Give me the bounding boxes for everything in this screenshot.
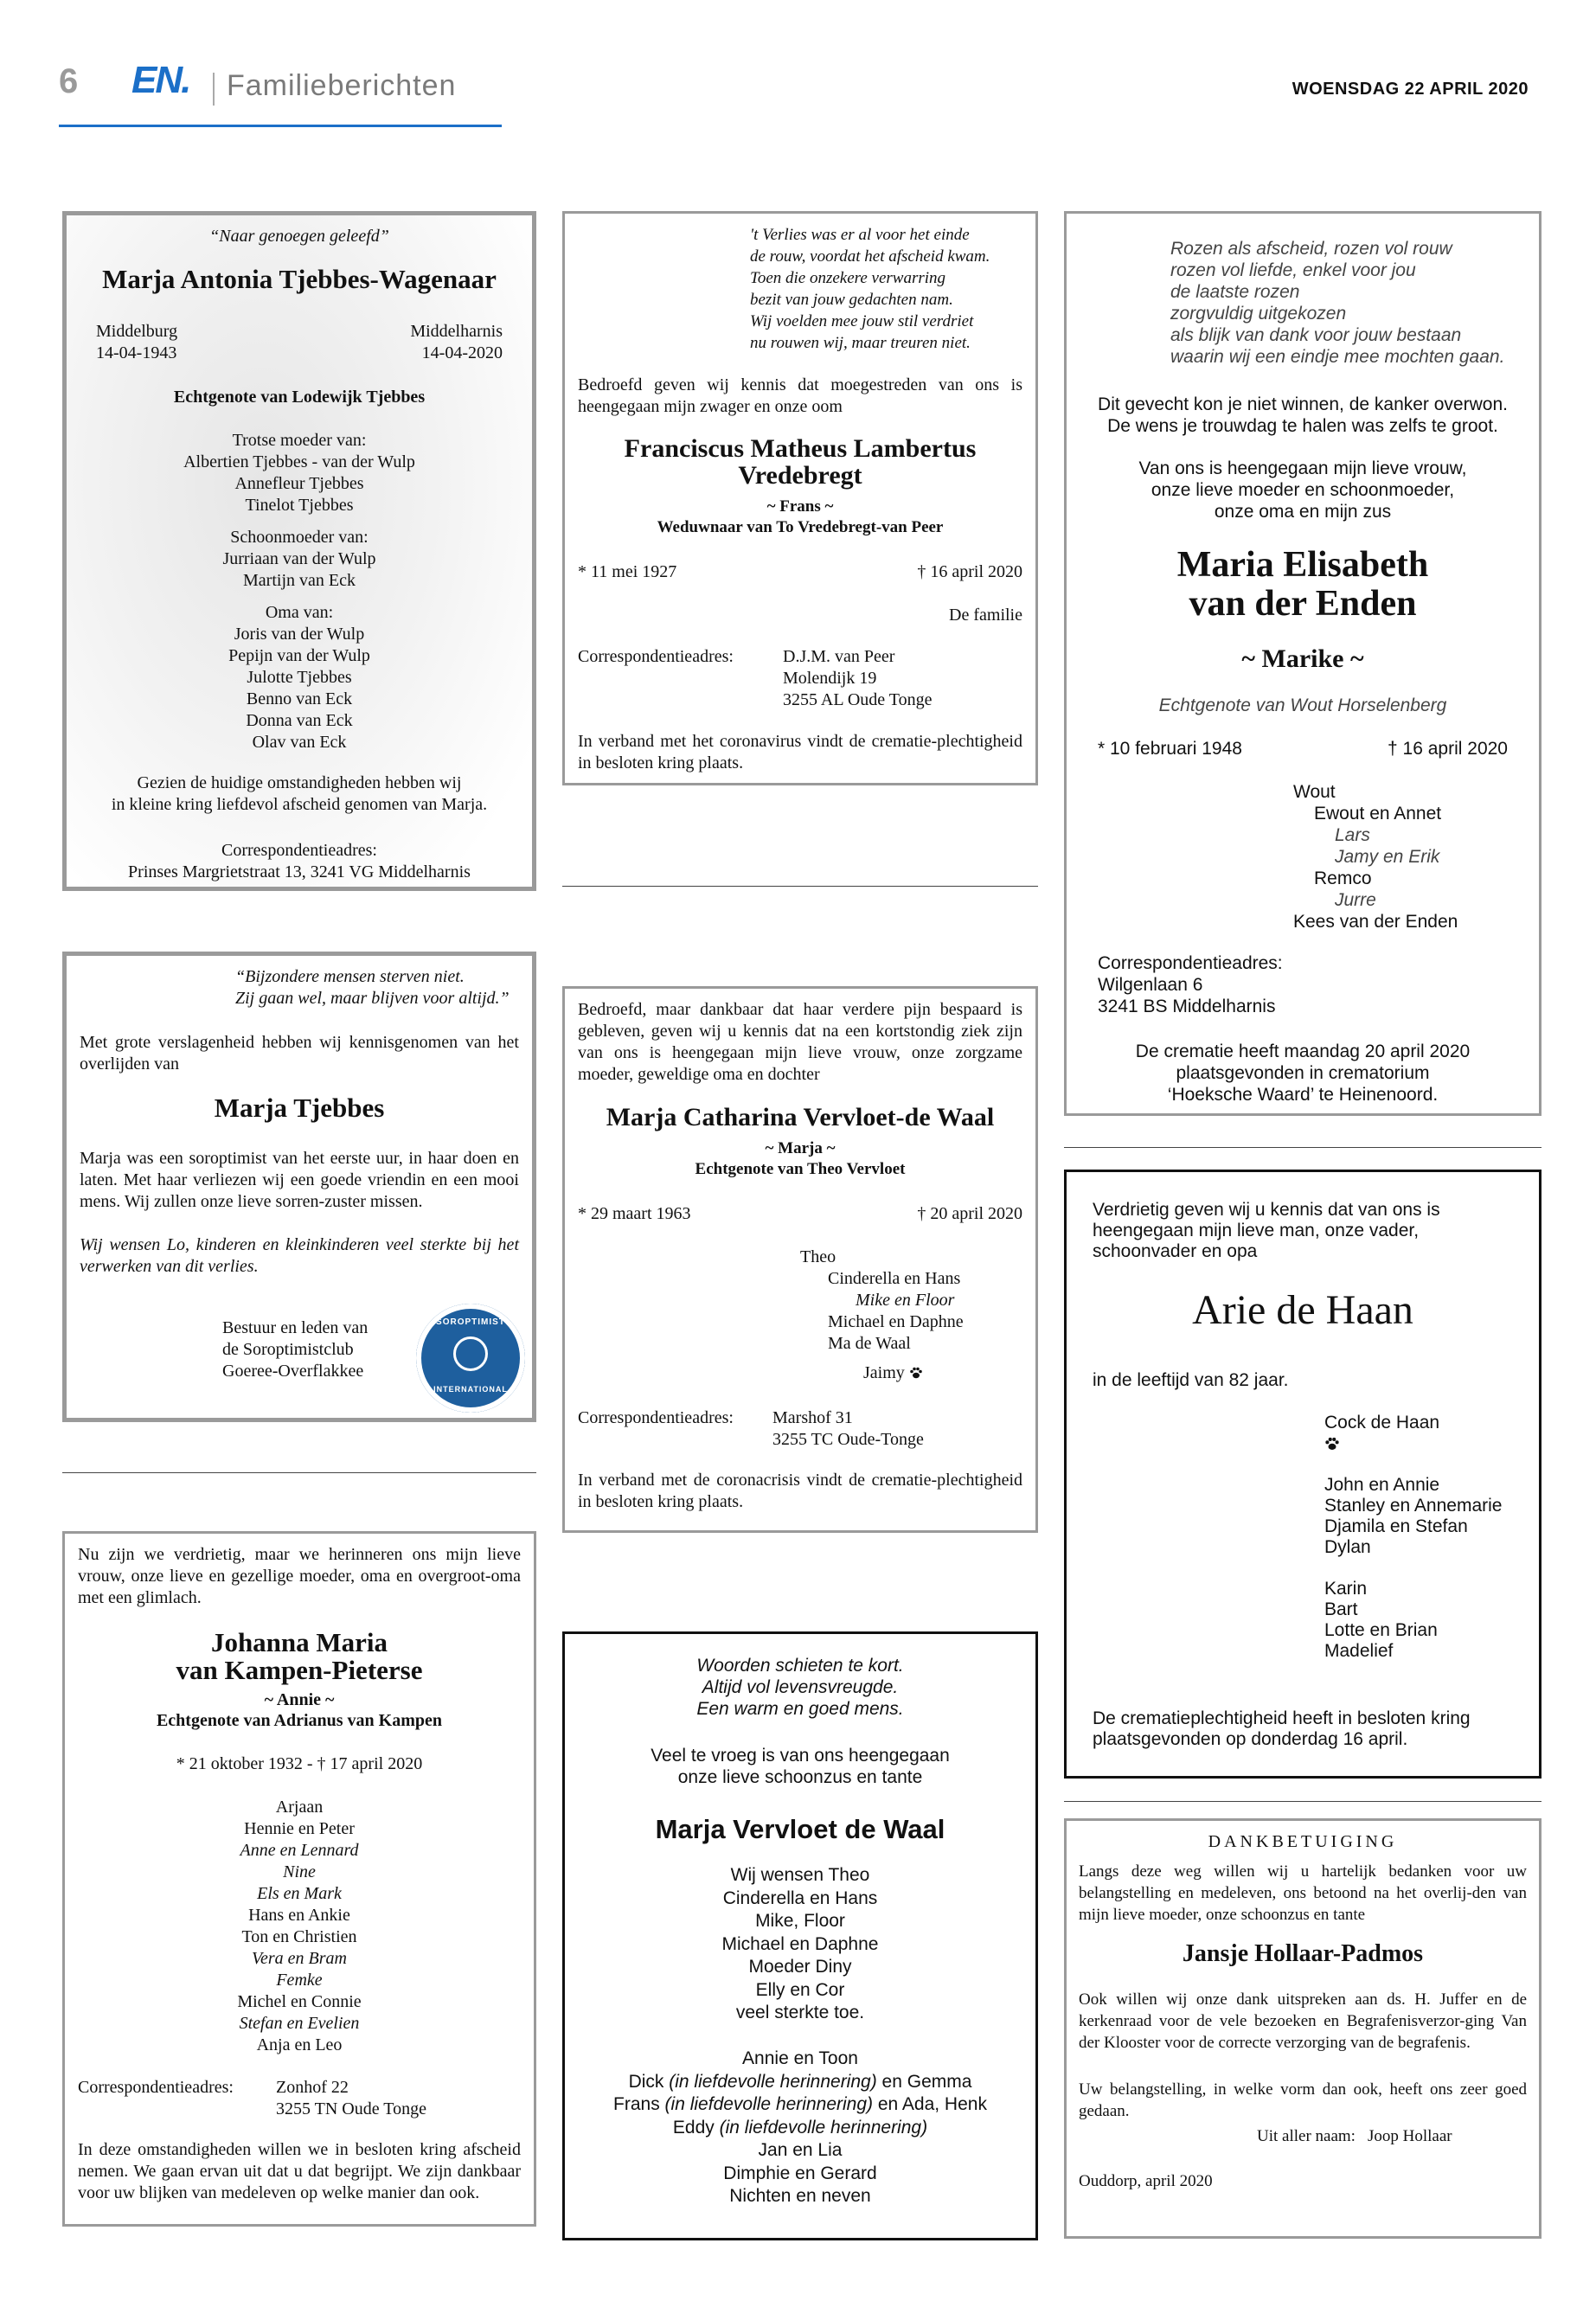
column-divider bbox=[1064, 1147, 1542, 1148]
intro-text: Van ons is heengegaan mijn lieve vrouw, onze lieve moeder en schoonmoeder, onze oma en mijn zus bbox=[1138, 458, 1467, 522]
notice-marja-antonia-tjebbes-wagenaar bbox=[62, 211, 536, 891]
family-list: Wout Ewout en Annet Lars Jamy en Erik Remco Jurre Kees van der Enden bbox=[1293, 782, 1458, 932]
wish-list: Wij wensen Theo Cinderella en Hans Mike, Floor Michael en Daphne Moeder Diny Elly en Cor veel sterkte toe. bbox=[721, 1865, 879, 2022]
intro-text: Langs deze weg willen wij u hartelijk bedanken voor uw belangstelling en medeleven, ons betoond na het overlij-den van mijn lieve moeder, onze schoonzus en tante bbox=[1079, 1862, 1527, 1924]
intro-text: Bedroefd geven wij kennis dat moegestreden van ons is heengegaan mijn zwager en onze oom bbox=[578, 375, 1022, 416]
column-divider bbox=[62, 1472, 536, 1473]
issue-date: WOENSDAG 22 APRIL 2020 bbox=[1292, 80, 1529, 99]
place-date: Ouddorp, april 2020 bbox=[1079, 2172, 1213, 2190]
signature: De familie bbox=[949, 606, 1022, 625]
body-text: Marja was een soroptimist van het eerste uur, in haar doen en laten. Met haar verliezen wij een goede vriendin en een mooi mens. Wij zullen onze lieve sorren-zuster missen. bbox=[80, 1149, 519, 1211]
deceased-name: Maria Elisabeth van der Enden bbox=[1176, 545, 1429, 624]
notice-johanna-maria-van-kampen-pieterse: Nu zijn we verdrietig, maar we herinneren ons mijn lieve vrouw, onze lieve en gezellige moeder, oma en overgroot-oma met een glimlach. Johanna Maria van Kampen-Pieterse ~ Annie ~ Echtgenote van Adrianus van Kampen * 21 oktober 1932 - † 17 april 2020 Arjaan Hennie en Peter Anne en Lennard Nine Els en Mark Hans en Ankie Ton en Christien Vera en Bram Femke Michel en Connie Stefan en Evelien Anja en Leo Correspondentieadres: Zonhof 22 3255 TN Oude Tonge In deze omstandigheden willen we in besloten kring afscheid nemen. We gaan ervan uit dat u dat begrijpt. We zijn dankbaar voor uw blijken van medeleven op welke manier dan ook. bbox=[62, 1531, 536, 2227]
body-text-2: Uw belangstelling, in welke vorm dan ook, heeft ons zeer goed gedaan. bbox=[1079, 2080, 1527, 2120]
paw-icon bbox=[1324, 1433, 1502, 1454]
signoff: Uit aller naam: Joop Hollaar bbox=[1257, 2127, 1452, 2145]
poem: 't Verlies was er al voor het einde de rouw, voordat het afscheid kwam. Toen die onzekere verwarring bezit van jouw gedachten nam. Wij voelden mee jouw stil verdriet nu rouwen wij, maar treuren niet. bbox=[750, 226, 990, 352]
closing-text: In verband met het coronavirus vindt de crematie-plechtigheid in besloten kring plaats. bbox=[578, 732, 1022, 772]
signatures: Annie en Toon Dick (in liefdevolle herinnering) en Gemma Frans (in liefdevolle herinnering) en Ada, Henk Eddy (in liefdevolle herinnering) Jan en Lia Dimphie en Gerard Nichten en neven bbox=[613, 2048, 987, 2206]
age-line: in de leeftijd van 82 jaar. bbox=[1093, 1370, 1289, 1390]
paw-icon bbox=[909, 1364, 923, 1378]
spouse-line: Echtgenote van Lodewijk Tjebbes bbox=[173, 388, 426, 407]
header-divider bbox=[213, 73, 215, 106]
deceased-name: Jansje Hollaar-Padmos bbox=[1182, 1940, 1424, 1967]
soroptimist-logo: SOROPTIMIST INTERNATIONAL bbox=[416, 1304, 525, 1413]
deceased-name: Marja Vervloet de Waal bbox=[655, 1814, 945, 1844]
birth-date: * 11 mei 1927 bbox=[578, 562, 677, 581]
deceased-name: Marja Antonia Tjebbes-Wagenaar bbox=[102, 264, 497, 294]
intro-text: Verdrietig geven wij u kennis dat van ons is heengegaan mijn lieve man, onze vader, schoonvader en opa bbox=[1093, 1200, 1440, 1261]
family-list: Trotse moeder van: Albertien Tjebbes - van der Wulp Annefleur Tjebbes Tinelot Tjebbes Schoonmoeder van: Jurriaan van der Wulp Martijn van Eck Oma van: Joris van der Wulp Pepijn van der Wulp Julotte Tjebbes Benno van Eck Donna van Eck Olav van Eck bbox=[183, 431, 415, 752]
correspondence-label: Correspondentieadres: bbox=[578, 1408, 734, 1427]
wish-text: Wij wensen Lo, kinderen en kleinkinderen veel sterkte bij het verwerken van dit verlies. bbox=[80, 1235, 519, 1276]
correspondence: Correspondentieadres: bbox=[78, 2078, 234, 2097]
nickname: ~ Frans ~ bbox=[766, 497, 834, 516]
closing-text: In deze omstandigheden willen we in besloten kring afscheid nemen. We gaan ervan uit dat u dat begrijpt. We zijn dankbaar voor uw blijken van medeleven op welke manier dan ook. bbox=[78, 2140, 521, 2202]
column-divider bbox=[1064, 1801, 1542, 1802]
correspondence-address: D.J.M. van Peer Molendijk 19 3255 AL Oude Tonge bbox=[783, 647, 933, 709]
correspondence: Correspondentieadres: Wilgenlaan 6 3241 BS Middelharnis bbox=[1098, 953, 1283, 1016]
newspaper-logo: EN. bbox=[131, 59, 190, 101]
intro-text: Bedroefd, maar dankbaar dat haar verdere pijn bespaard is gebleven, geven wij u kennis dat na een kortstondig ziek zijn van ons is heengegaan mijn lieve vrouw, onze zorgzame moeder, geweldige oma en dochter bbox=[578, 1000, 1022, 1084]
header-accent-line bbox=[59, 125, 502, 127]
opening-quote: “Bijzondere mensen sterven niet. Zij gaan wel, maar blijven voor altijd.” bbox=[235, 967, 510, 1008]
birth-place: Middelburg bbox=[96, 322, 178, 341]
poem: Woorden schieten te kort. Altijd vol levensvreugde. Een warm en goed mens. bbox=[696, 1656, 904, 1719]
notice-marja-tjebbes-soroptimist bbox=[62, 952, 536, 1422]
life-dates: * 21 oktober 1932 - † 17 april 2020 bbox=[176, 1754, 423, 1773]
death-place: Middelharnis bbox=[410, 322, 503, 341]
birth-date: 14-04-1943 bbox=[96, 343, 177, 362]
spouse-line: Echtgenote van Adrianus van Kampen bbox=[156, 1711, 443, 1730]
deceased-name: Marja Catharina Vervloet-de Waal bbox=[606, 1103, 995, 1131]
notice-franciscus-vredebregt bbox=[562, 211, 1038, 785]
widower-line: Weduwnaar van To Vredebregt-van Peer bbox=[657, 518, 944, 536]
pet-line: Jaimy bbox=[863, 1362, 923, 1384]
intro-text: Veel te vroeg is van ons heengegaan onze lieve schoonzus en tante bbox=[651, 1746, 950, 1787]
death-date: † 16 april 2020 bbox=[917, 562, 1022, 581]
opening-quote: “Naar genoegen geleefd” bbox=[209, 227, 389, 246]
correspondence-label: Correspondentieadres: bbox=[578, 647, 734, 666]
closing-text: De crematieplechtigheid heeft in besloten kring plaatsgevonden op donderdag 16 april. bbox=[1093, 1708, 1471, 1749]
intro-text: Met grote verslagenheid hebben wij kennisgenomen van het overlijden van bbox=[80, 1033, 519, 1074]
deceased-name: Franciscus Matheus Lambertus Vredebregt bbox=[624, 434, 977, 490]
spouse-line: Echtgenote van Wout Horselenberg bbox=[1158, 695, 1447, 715]
death-date: † 20 april 2020 bbox=[917, 1204, 1022, 1223]
death-date: 14-04-2020 bbox=[421, 343, 503, 362]
family-list: Theo Cinderella en Hans Mike en Floor Michael en Daphne Ma de Waal bbox=[800, 1247, 964, 1353]
poem: Rozen als afscheid, rozen vol rouw rozen vol liefde, enkel voor jou de laatste rozen zorgvuldig uitgekozen als blijk van dank voor jouw bestaan waarin wij een eindje mee mochten gaan. bbox=[1170, 239, 1505, 367]
closing-text: In verband met de coronacrisis vindt de crematie-plechtigheid in besloten kring plaats. bbox=[578, 1471, 1022, 1511]
notice-maria-elisabeth-van-der-enden bbox=[1064, 211, 1542, 1116]
death-date: † 16 april 2020 bbox=[1388, 739, 1508, 759]
body-text: Ook willen wij onze dank uitspreken aan ds. H. Juffer en de kerkenraad voor de vele bezoeken en Begrafenisverzor-ging Van der Klooster voor de correcte verzorging van de begrafenis. bbox=[1079, 1990, 1527, 2052]
family-list: Cock de Haan John en Annie Stanley en Annemarie Djamila en Stefan Dylan Karin Bart Lotte en Brian Madelief bbox=[1324, 1413, 1503, 1661]
deceased-name: Arie de Haan bbox=[1192, 1287, 1413, 1333]
notice-marja-vervloet-de-waal-family bbox=[562, 1631, 1038, 2240]
page-number: 6 bbox=[59, 62, 79, 100]
birth-date: * 29 maart 1963 bbox=[578, 1204, 691, 1223]
spouse-line: Echtgenote van Theo Vervloet bbox=[695, 1160, 906, 1178]
deceased-name: Johanna Maria van Kampen-Pieterse bbox=[176, 1627, 423, 1685]
closing-text: De crematie heeft maandag 20 april 2020 plaatsgevonden in crematorium ‘Hoeksche Waard’ te Heinenoord. bbox=[1135, 1042, 1471, 1105]
nickname: ~ Marja ~ bbox=[765, 1139, 836, 1157]
closing-text: Gezien de huidige omstandigheden hebben wij in kleine kring liefdevol afscheid genomen van Marja. bbox=[111, 773, 488, 814]
fight-text: Dit gevecht kon je niet winnen, de kanker overwon. De wens je trouwdag te halen was zelfs te groot. bbox=[1098, 394, 1508, 436]
family-list: Arjaan Hennie en Peter Anne en Lennard Nine Els en Mark Hans en Ankie Ton en Christien Vera en Bram Femke Michel en Connie Stefan en Evelien Anja en Leo bbox=[237, 1798, 362, 2054]
column-divider bbox=[562, 886, 1038, 887]
notice-arie-de-haan bbox=[1064, 1170, 1542, 1779]
nickname: ~ Marike ~ bbox=[1241, 644, 1364, 673]
deceased-name: Marja Tjebbes bbox=[214, 1093, 385, 1123]
section-title: Familieberichten bbox=[227, 69, 457, 102]
correspondence: Correspondentieadres: Prinses Margrietstraat 13, 3241 VG Middelharnis bbox=[128, 841, 471, 881]
notice-marja-catharina-vervloet-de-waal bbox=[562, 986, 1038, 1533]
nickname: ~ Annie ~ bbox=[264, 1690, 335, 1709]
dankbetuiging-title: DANKBETUIGING bbox=[1208, 1832, 1398, 1851]
intro-text: Nu zijn we verdrietig, maar we herinneren ons mijn lieve vrouw, onze lieve en gezellige moeder, oma en overgroot-oma met een glimlach. bbox=[78, 1545, 521, 1607]
correspondence-address: Marshof 31 3255 TC Oude-Tonge bbox=[772, 1408, 924, 1449]
signature: Bestuur en leden van de Soroptimistclub Goeree-Overflakkee bbox=[222, 1318, 369, 1381]
birth-date: * 10 februari 1948 bbox=[1098, 739, 1242, 759]
dankbetuiging-jansje-hollaar-padmos bbox=[1064, 1818, 1542, 2239]
